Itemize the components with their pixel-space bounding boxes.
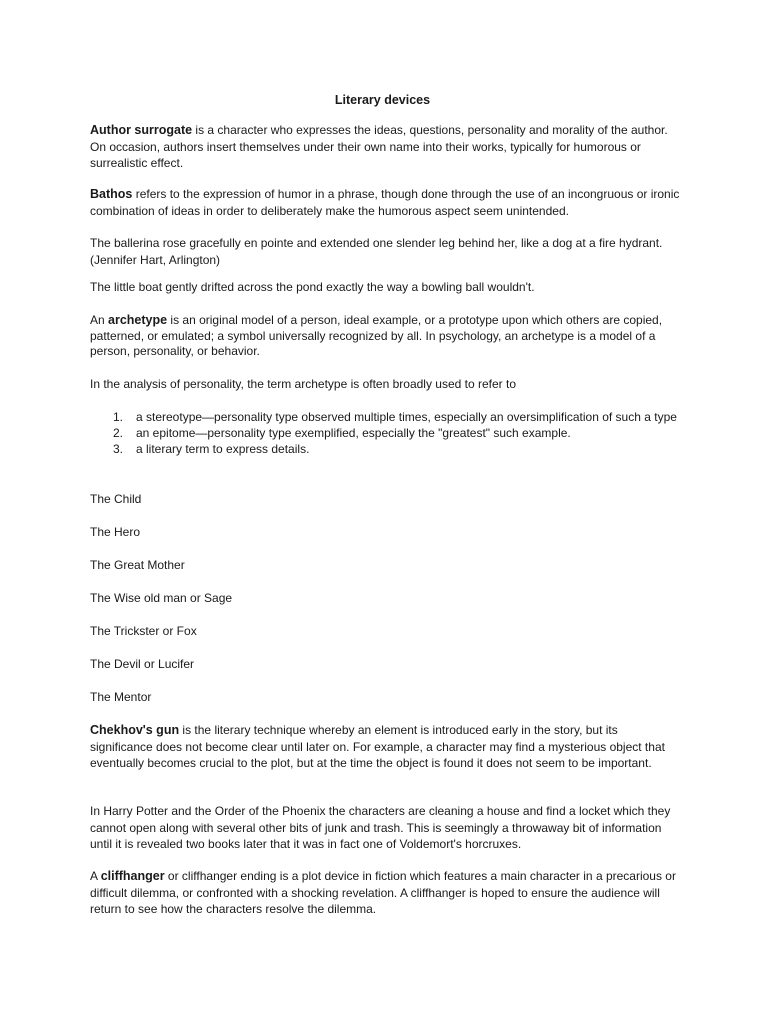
page-title: Literary devices bbox=[334, 93, 431, 107]
author-surrogate-term: Author surrogate bbox=[90, 123, 193, 137]
bathos-example-2: The little boat gently drifted across the pond exactly the way a bowling ball wouldn't. bbox=[90, 280, 535, 294]
archetype-example: The Trickster or Fox bbox=[90, 624, 197, 638]
cliffhanger-prefix: A bbox=[90, 869, 101, 883]
author-surrogate-paragraph bbox=[90, 122, 682, 172]
bathos-paragraph bbox=[90, 186, 682, 219]
list-item-number: 3. bbox=[113, 442, 124, 456]
list-item-number: 2. bbox=[113, 426, 124, 440]
archetype-example: The Child bbox=[90, 492, 142, 506]
cliffhanger-term: cliffhanger bbox=[100, 869, 165, 883]
chekhov-paragraph bbox=[90, 722, 682, 772]
archetype-example: The Mentor bbox=[90, 690, 152, 704]
chekhov-definition: is the literary technique whereby an element is introduced early in the story, but its significance does not become clear until later on. For example, a character may find a mysterious object that eventually becomes crucial to the plot, but at the time the object is found it does not seem to be important. bbox=[90, 723, 665, 770]
bathos-definition: refers to the expression of humor in a phrase, though done through the use of an incongruous or ironic combination of ideas in order to deliberately make the humorous aspect seem unintended. bbox=[90, 187, 680, 218]
archetype-prefix: An bbox=[90, 313, 109, 327]
archetype-example: The Great Mother bbox=[90, 558, 185, 572]
list-item-number: 1. bbox=[113, 410, 124, 424]
archetype-list bbox=[90, 409, 682, 457]
archetype-term: archetype bbox=[108, 313, 168, 327]
author-surrogate-definition: is a character who expresses the ideas, questions, personality and morality of the author. On occasion, authors insert themselves under their own name into their works, typically for humorous or surrealistic effect. bbox=[90, 123, 668, 170]
list-item-text: a stereotype—personality type observed multiple times, especially an oversimplification of such a type bbox=[136, 410, 677, 424]
archetype-analysis: In the analysis of personality, the term archetype is often broadly used to refer to bbox=[90, 377, 517, 391]
archetype-example: The Devil or Lucifer bbox=[90, 657, 195, 671]
chekhov-example: In Harry Potter and the Order of the Phoenix the characters are cleaning a house and find a locket which they cannot open along with several other bits of junk and trash. This is seemingly a throwaway bit of information until it is revealed two books later that it was in fact one of Voldemort's horcruxes. bbox=[90, 804, 671, 851]
list-item bbox=[90, 425, 682, 441]
archetype-example: The Wise old man or Sage bbox=[90, 591, 233, 605]
bathos-term: Bathos bbox=[90, 187, 133, 201]
archetype-definition: is an original model of a person, ideal example, or a prototype upon which others are copied, patterned, or emulated; a symbol universally recognized by all. In psychology, an archetype is a model of a person, personality, or behavior. bbox=[90, 313, 663, 358]
archetype-example: The Hero bbox=[90, 525, 141, 539]
archetype-paragraph bbox=[90, 313, 682, 360]
list-item-text: a literary term to express details. bbox=[136, 442, 310, 456]
bathos-example-1: The ballerina rose gracefully en pointe and extended one slender leg behind her, like a dog at a fire hydrant. (Jennifer Hart, Arlington) bbox=[90, 236, 663, 267]
list-item bbox=[90, 409, 682, 425]
chekhov-term: Chekhov's gun bbox=[90, 723, 180, 737]
list-item-text: an epitome—personality type exemplified, especially the "greatest" such example. bbox=[136, 426, 571, 440]
cliffhanger-definition: or cliffhanger ending is a plot device in fiction which features a main character in a precarious or difficult dilemma, or confronted with a shocking revelation. A cliffhanger is hoped to ensure the audience will return to see how the characters resolve the dilemma. bbox=[90, 869, 676, 916]
cliffhanger-paragraph bbox=[90, 868, 682, 918]
list-item bbox=[90, 441, 682, 457]
